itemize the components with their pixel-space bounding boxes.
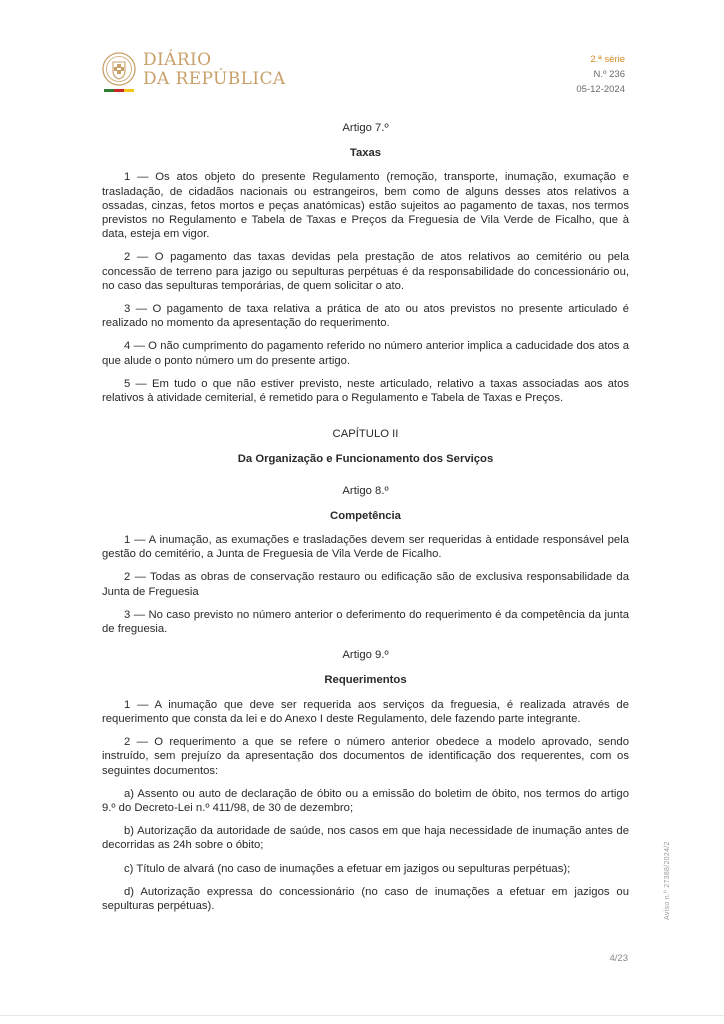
article-7-paragraph-4: 4 — O não cumprimento do pagamento referido no número anterior implica a caducidade dos atos a que alude o ponto número um do presente artigo.: [102, 340, 629, 367]
brand-line-2: DA REPÚBLICA: [143, 69, 286, 89]
article-7-paragraph-3: 3 — O pagamento de taxa relativa a prática de ato ou atos previstos no presente articulado é realizado no momento da apresentação do requerimento.: [102, 303, 629, 330]
coat-of-arms-logo: [100, 50, 138, 92]
article-8-paragraph-1: 1 — A inumação, as exumações e trasladações devem ser requeridas à entidade responsável pela gestão do cemitério, a Junta de Freguesia de Vila Verde de Ficalho.: [102, 534, 629, 561]
article-7-paragraph-2: 2 — O pagamento das taxas devidas pela prestação de atos relativos ao cemitério ou pela concessão de terreno para jazigo ou sepulturas perpétuas é da responsabilidade do concessionário ou, no caso das sepulturas temporárias, de quem solicitar o ato.: [102, 251, 629, 292]
article-9-paragraph-1: 1 — A inumação que deve ser requerida aos serviços da freguesia, é realizada através de requerimento que consta da lei e do Anexo I deste Regulamento, dele fazendo parte integrante.: [102, 698, 629, 725]
article-8-heading: Competência: [330, 509, 401, 522]
article-7-paragraph-1: 1 — Os atos objeto do presente Regulamento (remoção, transporte, inumação, exumação e trasladação, de cidadãos nacionais ou estrangeiros, bem como de alguns desses atos relativos a ossadas, cinzas, fetos mortos e peças anatómicas) estão sujeitos ao pagamento de taxas, nos termos previstos no Regulamento e Tabela de Taxas e Preços da Freguesia de Vila Verde de Ficalho, que à data, esteja em vigor.: [102, 171, 629, 241]
article-8-title: Artigo 8.º: [342, 484, 389, 497]
document-body: [102, 121, 629, 913]
bottom-divider: [0, 1015, 724, 1016]
issue-date: 05-12-2024: [576, 84, 625, 95]
article-7-paragraph-5: 5 — Em tudo o que não estiver previsto, neste articulado, relativo a taxas associadas aos atos relativos à atividade cemiterial, é remetido para o Regulamento e Tabela de Taxas e Preços.: [102, 377, 629, 405]
issue-series: 2.ª série: [590, 54, 625, 65]
article-7-heading: Taxas: [349, 147, 382, 160]
article-9-item-a: a) Assento ou auto de declaração de óbito ou a emissão do boletim de óbito, nos termos do artigo 9.º do Decreto-Lei n.º 411/98, de 30 de dezembro;: [102, 787, 629, 814]
article-7-title: Artigo 7.º: [342, 122, 389, 134]
article-9-item-b: b) Autorização da autoridade de saúde, nos casos em que haja necessidade de inumação antes de decorridas as 24h sobre o óbito;: [102, 825, 629, 852]
publication-brand: [143, 51, 286, 89]
article-8-paragraph-2: 2 — Todas as obras de conservação restauro ou edificação são de exclusiva responsabilidade da Junta de Freguesia: [102, 571, 629, 598]
page-number: 4/23: [609, 953, 628, 964]
chapter-title: CAPÍTULO II: [332, 428, 399, 441]
chapter-heading: Da Organização e Funcionamento dos Serviços: [237, 453, 494, 466]
issue-meta: [576, 52, 625, 97]
brand-line-1: DIÁRIO: [143, 50, 212, 70]
flag-stripe: [104, 89, 134, 92]
article-9-item-d: d) Autorização expressa do concessionário (no caso de inumações a efetuar em jazigos ou sepulturas perpétuas).: [102, 885, 629, 912]
article-9-title: Artigo 9.º: [342, 649, 389, 662]
article-9-paragraph-2: 2 — O requerimento a que se refere o número anterior obedece a modelo aprovado, sendo instruído, sem prejuízo da apresentação dos documentos de identificação dos requerentes, com os seguintes documentos:: [102, 736, 629, 777]
article-8-paragraph-3: 3 — No caso previsto no número anterior o deferimento do requerimento é da competência da junta de freguesia.: [102, 608, 629, 636]
article-9-heading: Requerimentos: [324, 674, 407, 687]
article-9-item-c: c) Título de alvará (no caso de inumações a efetuar em jazigos ou sepulturas perpétuas);: [124, 862, 571, 875]
side-reference-note: Aviso n.º 27388/2024/2: [664, 841, 671, 920]
page-header: [0, 0, 724, 110]
issue-number: N.º 236: [593, 69, 625, 80]
